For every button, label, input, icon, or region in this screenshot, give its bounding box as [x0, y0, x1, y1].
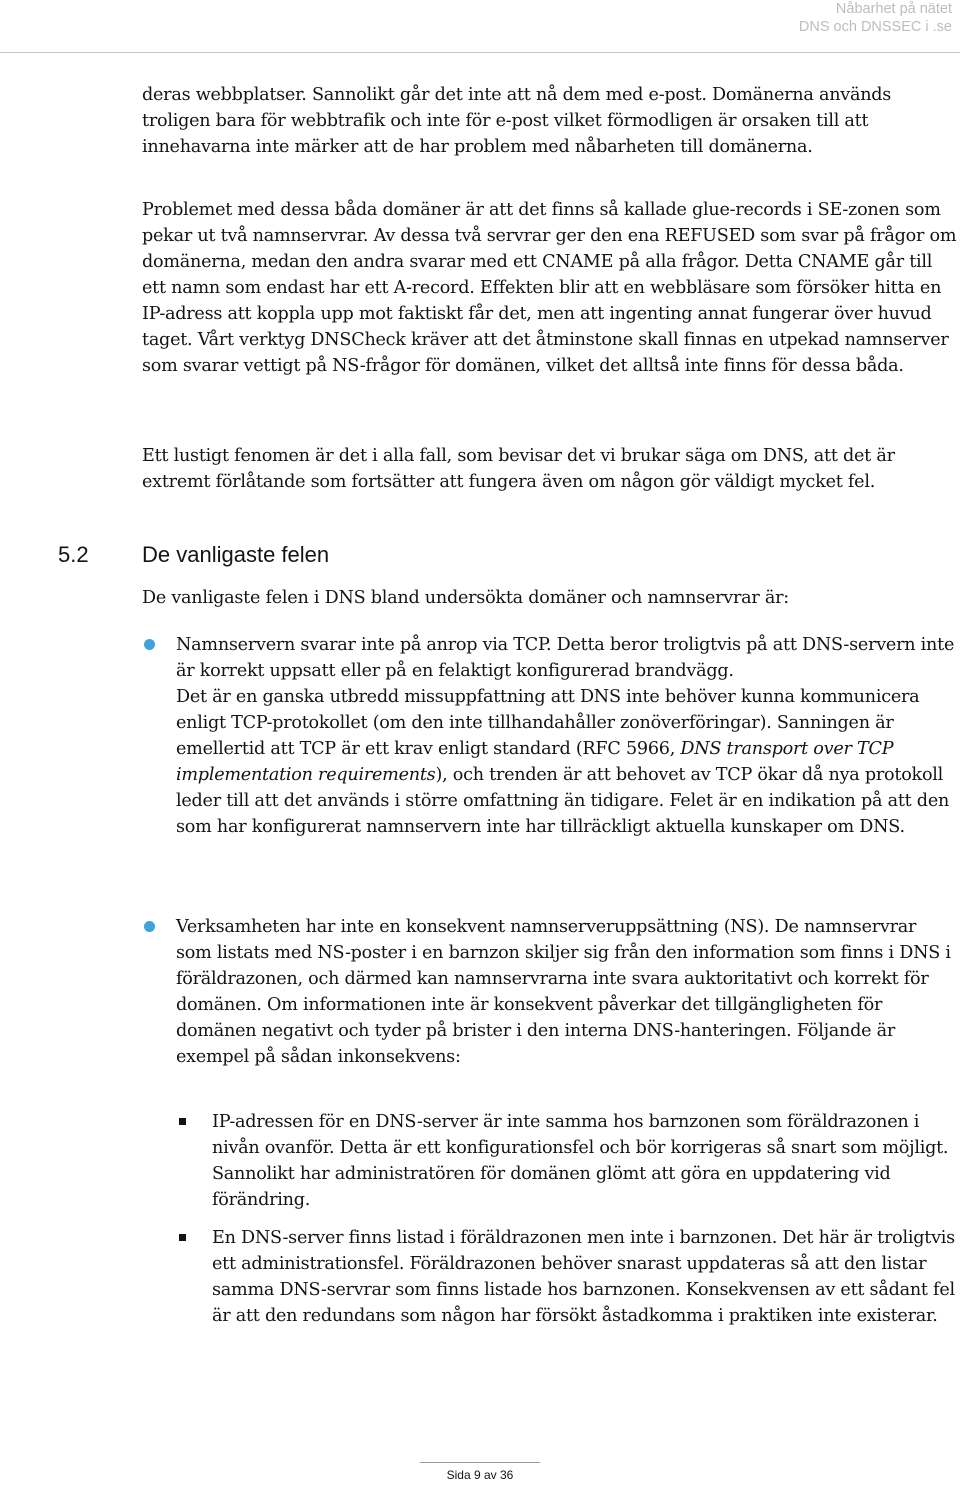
text-run: Det är en ganska utbredd missuppfattning att DNS inte behöver kunna kommunicera enligt TCP-protokollet (om den inte tillhandahåller zonöverföringar). Sanningen är emellertid att TCP är ett krav enligt standard (RFC 5966, [176, 687, 920, 759]
text-run: ), och trenden är att behovet av TCP ökar då nya protokoll leder till att det används i större omfattning än tidigare. Felet är en indikation på att den som har konfigurerat namnservern inte har tillräckligt aktuella kunskaper om DNS. [176, 765, 950, 837]
square-bullet-icon [179, 1234, 186, 1241]
list-item-text-continued [176, 684, 956, 840]
running-header [652, 0, 952, 36]
list-item-ns-consistency: Verksamheten har inte en konsekvent namnserveruppsättning (NS). De namnservrar som listats med NS-poster i en barnzon skiljer sig från den information som finns i DNS i föräldrazonen, och därmed kan namnservrarna inte svara auktoritativt och korrekt för domänen. Om informationen inte är konsekvent påverkar det tillgängligheten för domänen negativt och tyder på brister i den interna DNS-hanteringen. Följande är exempel på sådan inkonsekvens: [176, 917, 951, 1067]
list-item-tcp [176, 632, 956, 840]
paragraph-phenomenon: Ett lustigt fenomen är det i alla fall, som bevisar det vi brukar säga om DNS, att det är extremt förlåtande som fortsätter att fungera även om någon gör väldigt mycket fel. [142, 446, 895, 492]
list-item-text: Namnservern svarar inte på anrop via TCP. Detta beror troligtvis på att DNS-servern inte är korrekt uppsatt eller på en felaktigt konfigurerad brandvägg. [176, 635, 955, 681]
bullet-dot-icon [144, 639, 155, 650]
section-intro: De vanligaste felen i DNS bland undersökta domäner och namnservrar är: [142, 588, 789, 608]
paragraph-continued: deras webbplatser. Sannolikt går det inte att nå dem med e-post. Domänerna används troligen bara för webbtrafik och inte för e-post vilket förmodligen är orsaken till att innehavarna inte märker att de har problem med nåbarheten till domänerna. [142, 85, 892, 157]
square-bullet-icon [179, 1118, 186, 1125]
page-number: Sida 9 av 36 [446, 1468, 514, 1482]
paragraph-glue-records: Problemet med dessa båda domäner är att det finns så kallade glue-records i SE-zonen som pekar ut två namnservrar. Av dessa två servrar ger den ena REFUSED som svar på frågor om domänerna, medan den andra svarar med ett CNAME på alla frågor. Detta CNAME går till ett namn som endast har ett A-record. Effekten blir att en webbläsare som försöker hitta en IP-adress att koppla upp mot faktiskt får det, men att ingenting annat fungerar över huvud taget. Vårt verktyg DNSCheck kräver att det åtminstone skall finnas en utpekad namnserver som svarar vettigt på NS-frågor för domänen, vilket det alltså inte finns för dessa båda. [142, 200, 957, 376]
header-divider [0, 52, 960, 53]
section-number: 5.2 [58, 542, 89, 567]
sub-list-item: En DNS-server finns listad i föräldrazonen men inte i barnzonen. Det här är troligtvis ett administrationsfel. Föräldrazonen behöver snarast uppdateras så att den listar samma DNS-servrar som finns listade hos barnzonen. Konsekvensen av ett sådant fel är att den redundans som någon har försökt åstadkomma i praktiken inte existerar. [212, 1228, 955, 1326]
rfc-title: DNS transport over TCP implementation requirements [176, 739, 894, 785]
sub-list-item: IP-adressen för en DNS-server är inte samma hos barnzonen som föräldrazonen i nivån ovanför. Detta är ett konfigurationsfel och bör korrigeras så snart som möjligt. Sannolikt har administratören för domänen glömt att göra en uppdatering vid förändring. [212, 1112, 949, 1210]
footer-divider [420, 1462, 540, 1463]
bullet-dot-icon [144, 921, 155, 932]
header-subtitle: DNS och DNSSEC i .se [798, 19, 952, 35]
header-title: Nåbarhet på nätet [835, 1, 952, 17]
section-title: De vanligaste felen [142, 542, 330, 567]
